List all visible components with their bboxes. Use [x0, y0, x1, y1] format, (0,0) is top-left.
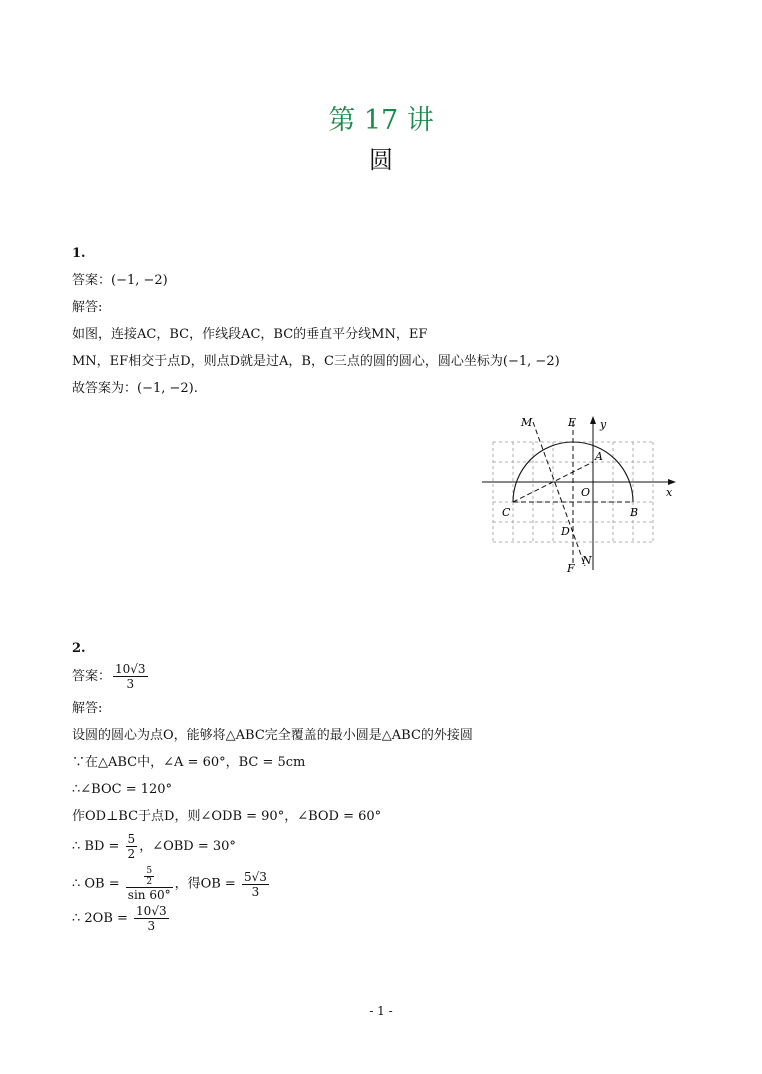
q2-answer	[72, 662, 150, 692]
q2-line5-denominator: 2	[127, 847, 136, 861]
q2-line5	[72, 832, 236, 862]
q2-solution-label: 解答:	[72, 701, 103, 716]
q2-line6-denominator: sin 60°	[127, 888, 171, 902]
q2-line7-lhs: ∴ 2OB =	[72, 911, 133, 926]
q2-line5-fraction	[126, 832, 138, 861]
label-d: D	[561, 525, 570, 538]
q2-line6-numerator	[126, 866, 173, 888]
q2-line6-result-fraction	[242, 870, 269, 899]
q2-line4: 作OD⊥BC于点D，则∠ODB = 90°，∠BOD = 60°	[72, 809, 382, 824]
q2-line7	[72, 904, 171, 934]
q1-answer	[72, 272, 168, 290]
q2-line6	[72, 866, 271, 903]
q2-line6-inner-denominator: 2	[146, 877, 153, 887]
q2-answer-denominator: 3	[126, 677, 135, 691]
label-x: x	[666, 486, 673, 499]
label-m: M	[521, 416, 533, 429]
q2-line6-result-denominator: 3	[251, 884, 260, 899]
q2-answer-label: 答案：	[72, 669, 112, 684]
lecture-title: 第 17 讲	[328, 105, 434, 136]
q1-line3: 故答案为：(−1, −2).	[72, 381, 198, 396]
q2-line6-inner-fraction	[144, 866, 154, 887]
y-axis-arrow	[590, 416, 596, 424]
label-a: A	[595, 450, 603, 463]
label-n: N	[582, 554, 592, 567]
q2-line5-numerator: 5	[127, 832, 136, 846]
q1-line2: MN，EF相交于点D，则点D就是过A，B，C三点的圆的圆心，圆心坐标为(−1, −2)	[72, 354, 560, 369]
label-f: F	[567, 562, 575, 575]
q2-line7-fraction	[134, 904, 169, 933]
q1-number: 1.	[72, 246, 86, 261]
page-number: - 1 -	[369, 1004, 393, 1018]
q2-line1: 设圆的圆心为点O，能够将△ABC完全覆盖的最小圆是△ABC的外接圆	[72, 728, 473, 743]
q1-line1: 如图，连接AC，BC，作线段AC，BC的垂直平分线MN，EF	[72, 327, 428, 342]
q2-line2: ∵在△ABC中，∠A = 60°，BC = 5cm	[72, 755, 306, 770]
q1-answer-label: 答案：	[72, 273, 112, 288]
q2-line5-rhs: ，∠OBD = 30°	[139, 839, 236, 854]
label-y: y	[600, 418, 607, 431]
q2-line7-numerator: 10√3	[136, 904, 167, 918]
topic-title: 圆	[369, 146, 393, 174]
q2-line5-lhs: ∴ BD =	[72, 839, 124, 854]
q2-line3: ∴∠BOC = 120°	[72, 782, 173, 797]
label-c: C	[502, 506, 511, 519]
q2-line6-lhs: ∴ OB =	[72, 876, 124, 892]
q1-answer-value: (−1, −2)	[111, 273, 168, 288]
q2-answer-fraction	[113, 662, 148, 691]
x-axis-arrow	[668, 479, 676, 485]
label-b: B	[630, 506, 639, 519]
q2-line7-denominator: 3	[147, 919, 156, 933]
label-o: O	[581, 486, 591, 499]
q1-figure	[478, 410, 688, 580]
q2-line6-fraction	[126, 866, 173, 902]
q1-solution-label: 解答:	[72, 300, 103, 315]
q2-number: 2.	[72, 641, 86, 656]
q2-line6-inner-numerator: 5	[146, 866, 153, 876]
q2-line6-result-numerator: 5√3	[243, 869, 267, 884]
q2-answer-numerator: 10√3	[115, 662, 146, 676]
q2-line6-mid: ，得OB =	[174, 876, 240, 892]
label-e: E	[568, 416, 577, 429]
